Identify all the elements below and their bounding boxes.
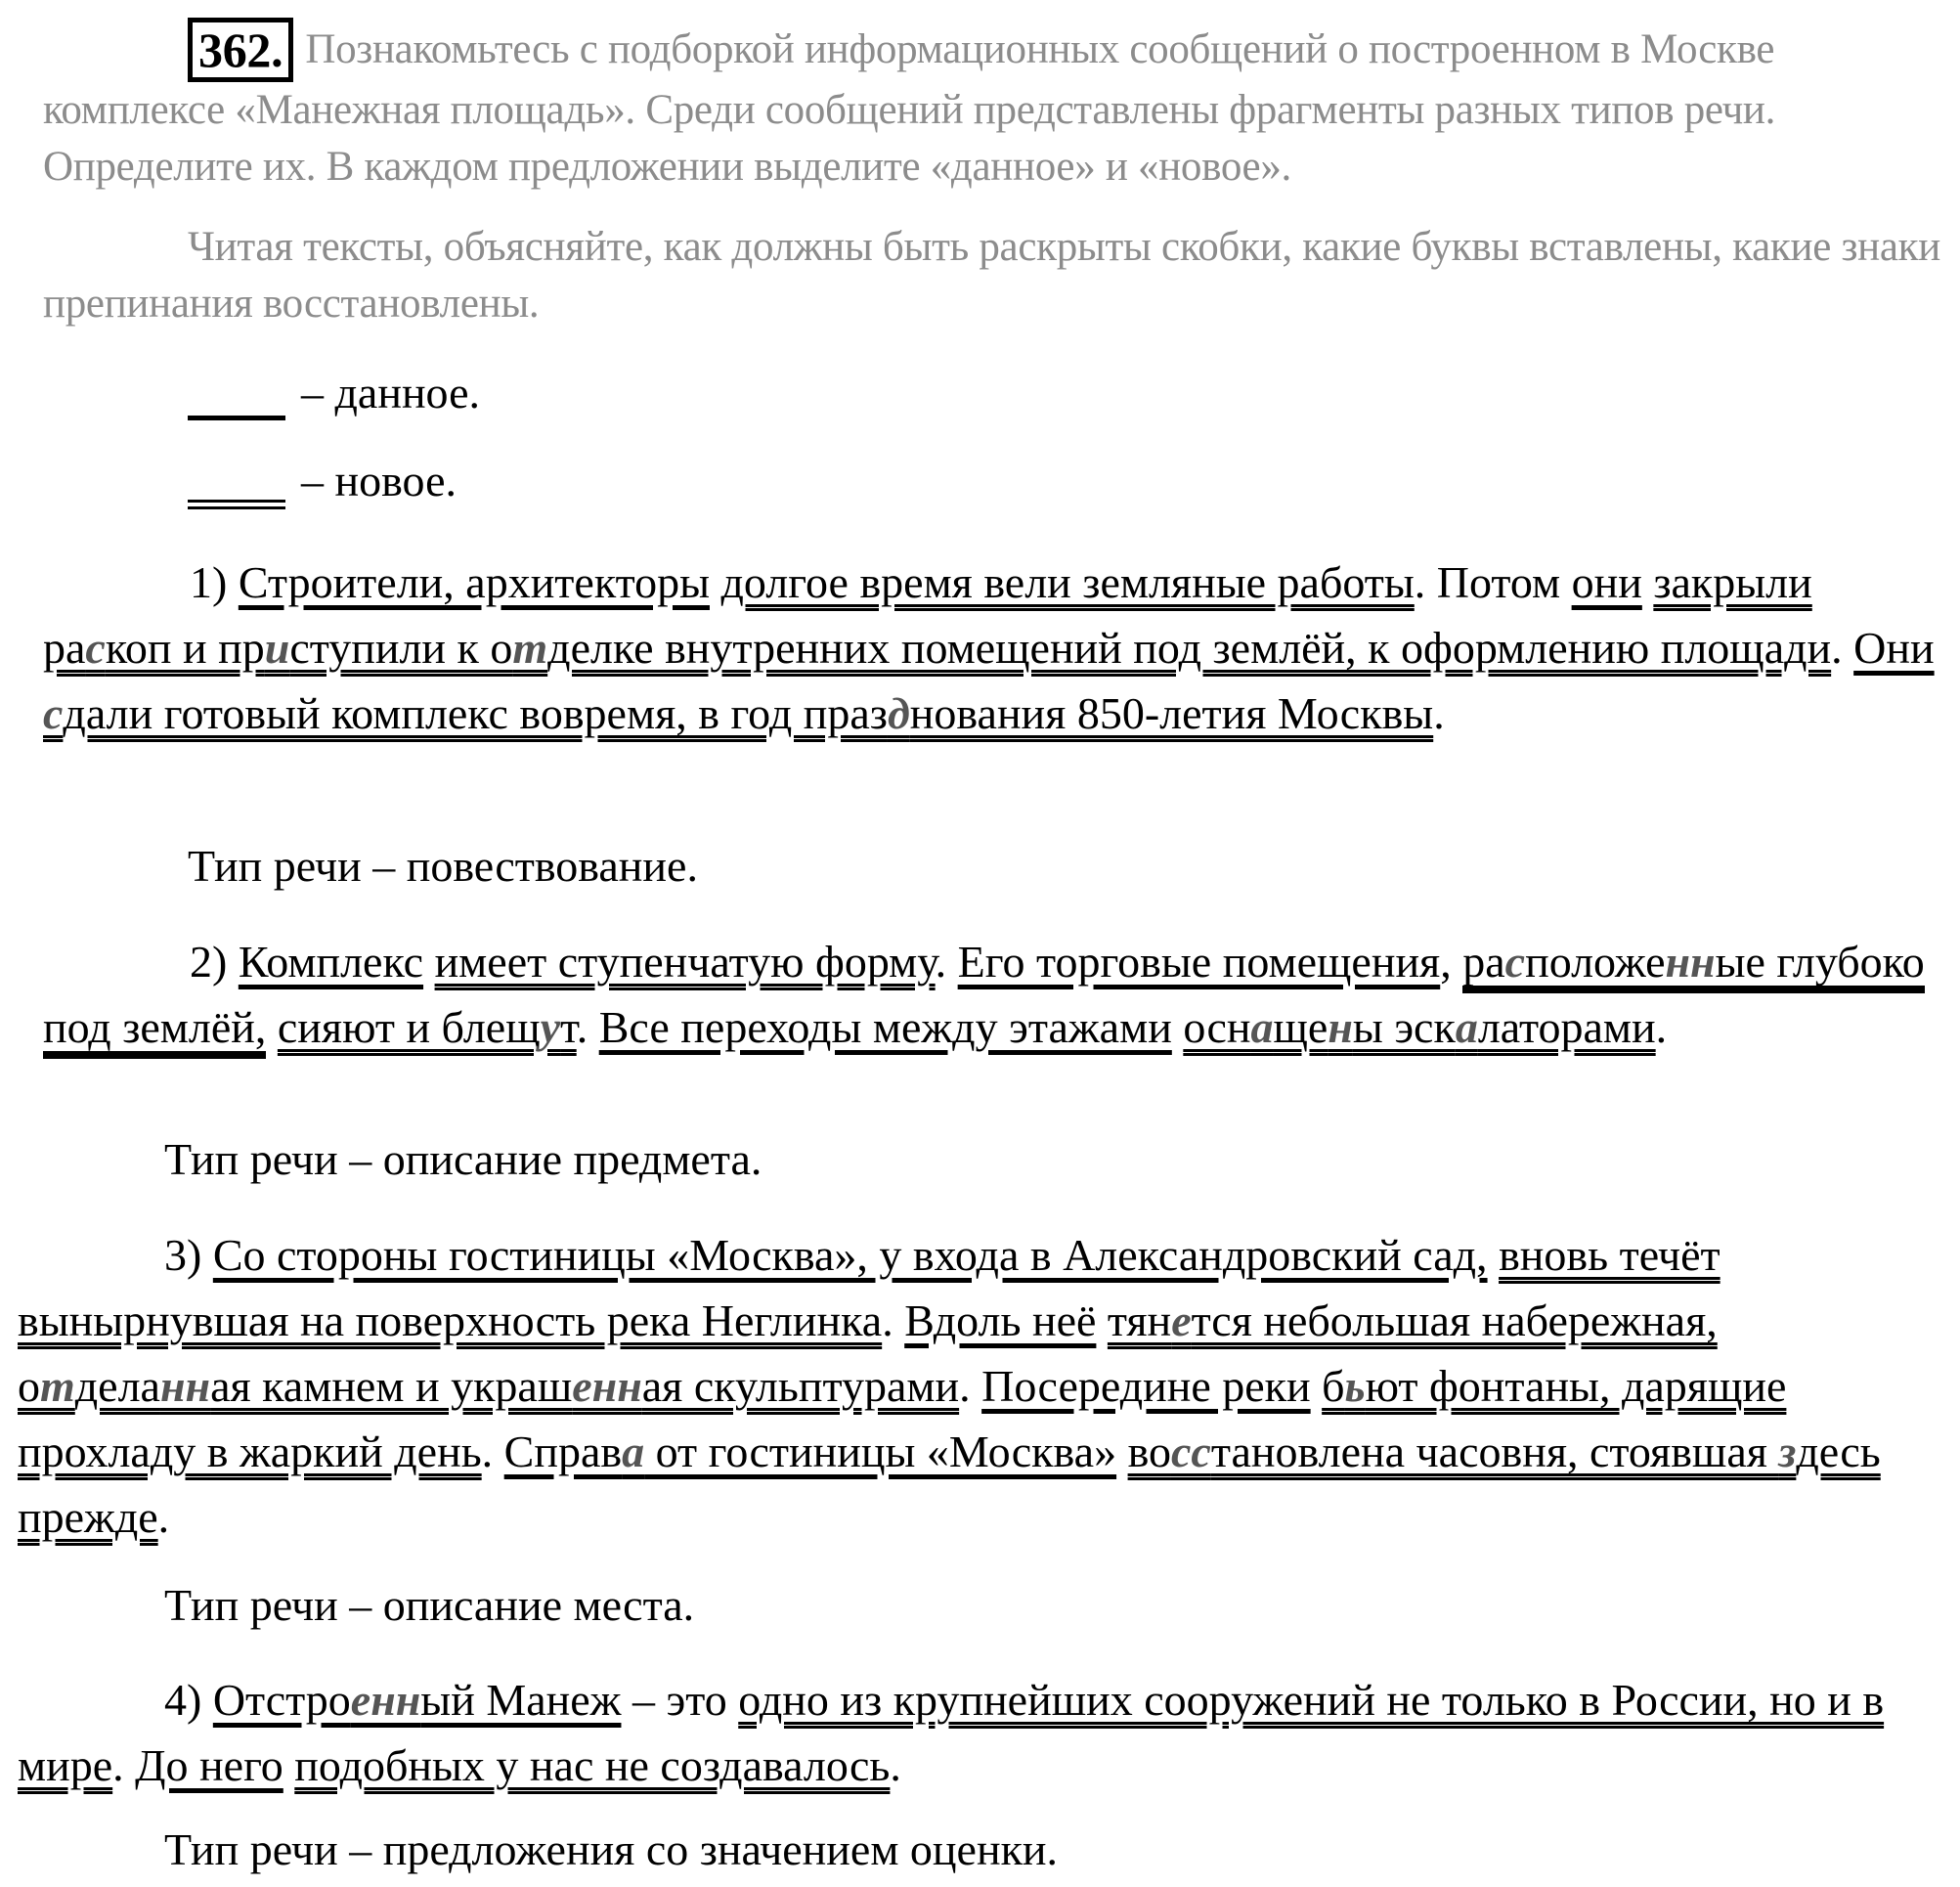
inserted-letter: с [43, 688, 64, 738]
plain-text: . [890, 1740, 901, 1790]
segment-text: сияют и блещ [277, 1002, 541, 1052]
plain-text: . [157, 1492, 170, 1542]
given-part: Строители, архитекторы [238, 557, 710, 607]
segment-text: ют фонтаны, дарящие прохладу в жаркий день [18, 1361, 1787, 1476]
new-part [43, 688, 1433, 738]
segment-text: ы эск [1352, 1002, 1456, 1052]
plain-text: . [959, 1361, 982, 1411]
instruction-paragraph-1 [43, 22, 1949, 196]
inserted-letter: у [540, 1002, 561, 1052]
segment-text: закрыли ра [43, 557, 1812, 673]
plain-text: . [1433, 688, 1445, 738]
speech-type-2: Тип речи – описание предмета. [164, 1134, 762, 1184]
segment-text: от гостиницы «Москва» [644, 1426, 1117, 1476]
segment-text: ый Манеж [420, 1675, 622, 1725]
legend-given-label: – данное. [301, 368, 481, 417]
exercise-instructions [43, 22, 1949, 332]
segment-text: ще [1273, 1002, 1328, 1052]
inserted-letter: нн [1665, 937, 1716, 987]
plain-text: . [1831, 623, 1854, 673]
paragraph-number: 3) [164, 1230, 213, 1280]
plain-text: , [1440, 937, 1463, 987]
plain-text: – это [621, 1675, 739, 1725]
plain-text: . [576, 1002, 599, 1052]
plain-text [1488, 1230, 1500, 1280]
plain-text [423, 937, 435, 987]
speech-type-1: Тип речи – повествование. [188, 841, 698, 891]
inserted-letter: е [1171, 1295, 1192, 1345]
inserted-letter: с [1504, 937, 1526, 987]
inserted-letter: т [40, 1361, 75, 1411]
plain-text: . [882, 1295, 905, 1345]
segment-text: ая камнем и украш [210, 1361, 573, 1411]
inserted-letter: с [85, 623, 106, 673]
segment-text: во [1127, 1426, 1171, 1476]
given-part: Его торговые помещения [957, 937, 1441, 987]
inserted-letter: а [1455, 1002, 1478, 1052]
paragraph-3 [18, 1222, 1948, 1550]
segment-text: Справ [503, 1426, 623, 1476]
given-part: До него [135, 1740, 283, 1790]
paragraph-text [18, 1222, 1948, 1550]
instruction-text-1: Познакомьтесь с подборкой информационных сообщений о построенном в Москве комплексе «Манежная площадь». Среди сообщений представлены фрагменты разных типов речи. Определите их. В каждом предложении выделите «данное» и «новое». [43, 26, 1776, 190]
inserted-letter: нн [159, 1361, 211, 1411]
plain-text: . [935, 937, 958, 987]
new-part [278, 1002, 577, 1052]
paragraph-text [18, 1667, 1948, 1798]
new-part: одно из крупнейших сооружений не только в России, но и в мире [18, 1675, 1885, 1790]
paragraph-text [43, 549, 1949, 746]
plain-text [1642, 557, 1654, 607]
given-part: Со стороны гостиницы «Москва», у входа в Александровский сад, [212, 1230, 1488, 1280]
plain-text [1096, 1295, 1108, 1345]
inserted-letter: а [1250, 1002, 1274, 1052]
segment-text: дела [74, 1361, 160, 1411]
inserted-letter: енн [572, 1361, 642, 1411]
segment-text: т [560, 1002, 577, 1052]
segment-text: Отстро [212, 1675, 351, 1725]
segment-text: положе [1525, 937, 1666, 987]
paragraph-2 [43, 929, 1949, 1060]
given-part: Вдоль неё [904, 1295, 1097, 1345]
inserted-letter: з [1778, 1426, 1797, 1476]
segment-text: ая скульптурами [641, 1361, 960, 1411]
plain-text [266, 1002, 278, 1052]
inserted-letter: сс [1170, 1426, 1211, 1476]
segment-text: дали готовый комплекс вовремя, в год праз [63, 688, 888, 738]
double-underline-sample [188, 471, 285, 510]
paragraph-number: 1) [190, 557, 239, 607]
inserted-letter: д [887, 688, 910, 738]
segment-text: осн [1183, 1002, 1251, 1052]
given-part [504, 1426, 1116, 1476]
new-part [1183, 1002, 1655, 1052]
paragraph-4 [18, 1667, 1948, 1798]
legend-new-label: – новое. [301, 456, 457, 505]
plain-text [1172, 1002, 1184, 1052]
segment-text: десь прежде [18, 1426, 1881, 1542]
inserted-letter: н [1328, 1002, 1353, 1052]
segment-text: коп и пр [105, 623, 265, 673]
instruction-text-2: Читая тексты, объясняйте, как должны быть раскрыты скобки, какие буквы вставлены, какие знаки препинания восстановлены. [43, 224, 1940, 327]
inserted-letter: а [622, 1426, 645, 1476]
plain-text: . [481, 1426, 504, 1476]
segment-text: тся небольшая набережная, о [18, 1295, 1718, 1411]
new-part: вновь течёт вынырнувшая на поверхность река Неглинка [18, 1230, 1720, 1345]
new-part: имеет ступенчатую форму [434, 937, 936, 987]
paragraph-1 [43, 549, 1949, 746]
inserted-letter: т [512, 623, 548, 673]
segment-text: ые глубоко под землёй, [43, 937, 1925, 1052]
single-underline-sample [188, 383, 285, 422]
segment-text: ступили к о [289, 623, 513, 673]
exercise-number: 362. [188, 18, 293, 82]
inserted-letter: ь [1344, 1361, 1366, 1411]
segment-text: нования 850-летия Москвы [909, 688, 1434, 738]
plain-text: . [112, 1740, 136, 1790]
segment-text: тановлена часовня, стоявшая [1210, 1426, 1779, 1476]
given-part: Посередине реки [981, 1361, 1311, 1411]
segment-text: делке внутренних помещений под землёй, к оформлению площади [547, 623, 1832, 673]
new-part: подобных у нас не создавалось [294, 1740, 891, 1790]
segment-text: тян [1107, 1295, 1172, 1345]
given-part [213, 1675, 622, 1725]
legend-given [188, 364, 480, 422]
inserted-letter: енн [350, 1675, 421, 1725]
plain-text [710, 557, 721, 607]
segment-text: латорами [1477, 1002, 1656, 1052]
plain-text [1311, 1361, 1323, 1411]
legend-new [188, 452, 457, 510]
plain-text [1116, 1426, 1128, 1476]
paragraph-number: 2) [190, 937, 239, 987]
given-part: Комплекс [238, 937, 424, 987]
given-part: Они [1853, 623, 1935, 673]
inserted-letter: и [264, 623, 290, 673]
plain-text [283, 1740, 295, 1790]
plain-text: . Потом [1414, 557, 1572, 607]
segment-text: б [1322, 1361, 1345, 1411]
speech-type-3: Тип речи – описание места. [164, 1580, 695, 1630]
given-part: Все переходы между этажами [598, 1002, 1172, 1052]
segment-text: ра [1462, 937, 1505, 987]
plain-text: . [1655, 1002, 1668, 1052]
paragraph-text [43, 929, 1949, 1060]
given-part: они [1571, 557, 1642, 607]
speech-type-4: Тип речи – предложения со значением оценки. [164, 1824, 1059, 1874]
paragraph-number: 4) [164, 1675, 213, 1725]
new-part: долгое время вели земляные работы [720, 557, 1415, 607]
